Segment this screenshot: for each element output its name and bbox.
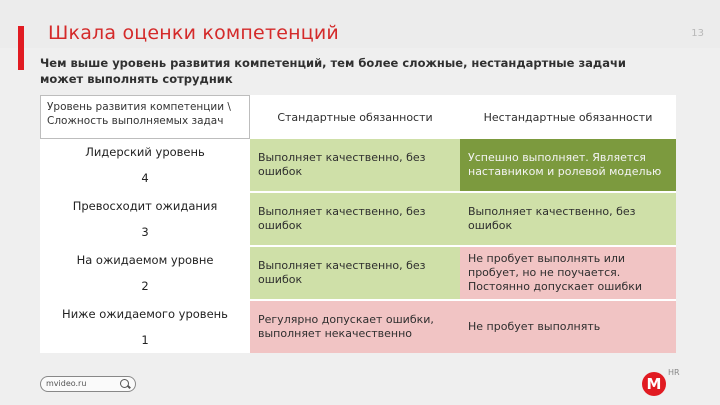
page-title: Шкала оценки компетенций xyxy=(48,22,339,44)
logo-caption: HR xyxy=(668,368,680,377)
site-search-box[interactable] xyxy=(40,376,136,392)
competency-table xyxy=(40,95,676,353)
level-cell-3 xyxy=(40,193,250,247)
level-number: 1 xyxy=(141,333,149,347)
nonstandard-cell-2: Не пробует выполнять или пробует, но не поучается. Постоянно допускает ошибки xyxy=(460,247,676,301)
accent-bar xyxy=(18,26,24,70)
corner-header: Уровень развития компетенции \ Сложность выполняемых задач xyxy=(40,95,250,139)
header-standard: Стандартные обязанности xyxy=(250,95,460,139)
search-icon[interactable] xyxy=(120,379,129,388)
level-name: На ожидаемом уровне xyxy=(76,253,214,267)
nonstandard-cell-1: Не пробует выполнять xyxy=(460,301,676,353)
level-number: 4 xyxy=(141,171,149,185)
nonstandard-cell-3: Выполняет качественно, без ошибок xyxy=(460,193,676,247)
level-cell-4 xyxy=(40,139,250,193)
nonstandard-cell-4: Успешно выполняет. Является наставником и ролевой моделью xyxy=(460,139,676,193)
standard-cell-4: Выполняет качественно, без ошибок xyxy=(250,139,460,193)
level-cell-2 xyxy=(40,247,250,301)
standard-cell-1: Регулярно допускает ошибки, выполняет некачественно xyxy=(250,301,460,353)
header-nonstandard: Нестандартные обязанности xyxy=(460,95,676,139)
level-name: Ниже ожидаемого уровень xyxy=(62,307,228,321)
level-cell-1 xyxy=(40,301,250,353)
site-url: mvideo.ru xyxy=(46,379,87,388)
level-name: Лидерский уровень xyxy=(85,145,205,159)
level-number: 3 xyxy=(141,225,149,239)
standard-cell-2: Выполняет качественно, без ошибок xyxy=(250,247,460,301)
level-name: Превосходит ожидания xyxy=(72,199,218,213)
subtitle: Чем выше уровень развития компетенций, тем более сложные, нестандартные задачи может выполнять сотрудник xyxy=(40,56,626,86)
brand-logo: М xyxy=(642,372,666,396)
standard-cell-3: Выполняет качественно, без ошибок xyxy=(250,193,460,247)
page-number: 13 xyxy=(691,28,704,39)
level-number: 2 xyxy=(141,279,149,293)
